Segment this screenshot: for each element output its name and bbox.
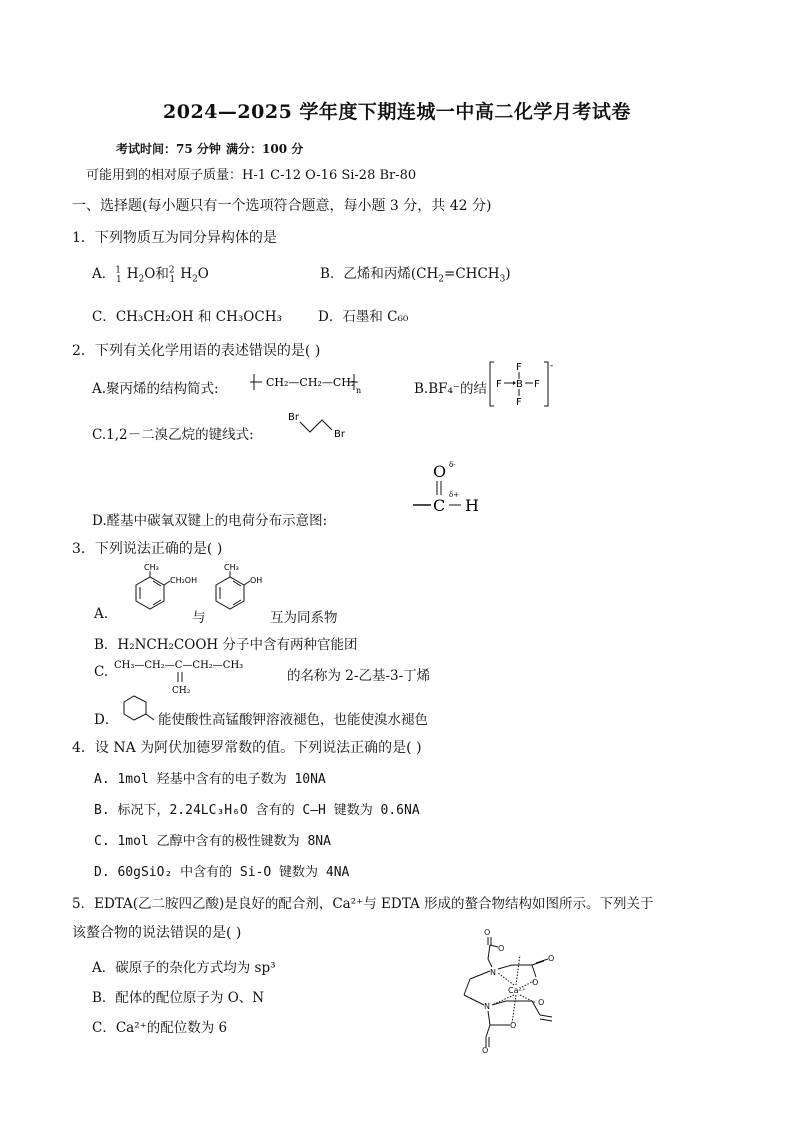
aldehyde-charge-diagram — [405, 455, 495, 521]
svg-text:N: N — [484, 1002, 490, 1011]
full-score: 满分：100 分 — [226, 142, 304, 156]
q1-option-a[interactable]: A．$^1_1$ $H_2O$和$^2_1$ $H_2O$ — [92, 265, 209, 285]
svg-text:CH₂: CH₂ — [172, 686, 191, 696]
cresol-structure — [204, 563, 274, 629]
q2-option-d[interactable]: D.醛基中碳氧双键上的电荷分布示意图: — [92, 513, 328, 529]
q4-option-d[interactable]: D. 60gSiO₂ 中含有的 Si-O 键数为 4NA — [94, 865, 350, 880]
svg-text:O: O — [510, 1021, 517, 1030]
q4-option-b[interactable]: B. 标况下，2.24LC₃H₆O 含有的 C—H 键数为 0.6NA — [94, 803, 420, 818]
atomic-masses: 可能用到的相对原子质量：H-1 C-12 O-16 Si-28 Br-80 — [86, 168, 417, 183]
svg-text:CH₃—CH₂—C—CH₂—CH₃: CH₃—CH₂—C—CH₂—CH₃ — [114, 660, 244, 671]
svg-text:O: O — [548, 954, 555, 963]
svg-text:δ+: δ+ — [449, 491, 460, 499]
svg-text:N: N — [490, 968, 496, 977]
svg-text:Ca²⁺: Ca²⁺ — [508, 986, 526, 995]
svg-text:-: - — [550, 361, 554, 371]
benzyl-alcohol-structure — [112, 563, 202, 629]
polypropylene-structure — [248, 370, 368, 400]
svg-text:Br: Br — [334, 429, 345, 440]
svg-text:δ-: δ- — [449, 461, 456, 469]
svg-text:O: O — [532, 978, 539, 987]
bf4-lewis-structure — [486, 358, 556, 414]
svg-text:CH₂OH: CH₂OH — [170, 576, 198, 585]
q4-option-c[interactable]: C. 1mol 乙醇中含有的极性键数为 8NA — [94, 834, 331, 849]
svg-text:H: H — [465, 496, 479, 515]
section-heading: 一、选择题(每小题只有一个选项符合题意，每小题 3 分，共 42 分) — [72, 198, 492, 214]
svg-text:F: F — [496, 379, 502, 390]
q2-option-b[interactable]: B.BF₄⁻的结 — [414, 381, 488, 397]
question-3-stem: 3．下列说法正确的是( ) — [72, 541, 223, 557]
q4-option-a[interactable]: A. 1mol 羟基中含有的电子数为 10NA — [94, 772, 326, 787]
page-title: 2024—2025 学年度下期连城一中高二化学月考试卷 — [163, 101, 631, 123]
q1-option-d[interactable]: D．石墨和 C₆₀ — [318, 309, 409, 325]
svg-text:C: C — [433, 496, 446, 515]
svg-text:CH₃: CH₃ — [224, 563, 239, 572]
svg-text:n: n — [356, 386, 362, 395]
q1-option-b[interactable]: B．乙烯和丙烯$(CH_2=CHCH_3)$ — [320, 266, 511, 285]
q1-option-c[interactable]: C．CH₃CH₂OH 和 CH₃OCH₃ — [92, 309, 282, 325]
q3-option-a-end: 互为同系物 — [270, 610, 338, 626]
q3-option-b[interactable]: B．H₂NCH₂COOH 分子中含有两种官能团 — [94, 637, 358, 653]
svg-text:O: O — [433, 462, 447, 481]
q3-option-a-with: 与 — [192, 610, 206, 626]
svg-text:O: O — [484, 928, 491, 937]
q3-option-a-label[interactable]: A. — [94, 606, 109, 622]
svg-text:O: O — [482, 1046, 489, 1055]
q3-option-d-end: 能使酸性高锰酸钾溶液褪色，也能使溴水褪色 — [158, 712, 428, 728]
svg-text:F: F — [534, 379, 540, 390]
q3-option-c-end: 的名称为 2-乙基-3-丁烯 — [287, 668, 431, 684]
svg-text:O: O — [498, 944, 505, 953]
q5-option-b[interactable]: B．配体的配位原子为 O、N — [92, 990, 265, 1006]
svg-text:Br: Br — [288, 412, 299, 423]
q2-option-c[interactable]: C.1,2－二溴乙烷的键线式: — [92, 427, 254, 443]
question-1-stem: 1．下列物质互为同分异构体的是 — [72, 230, 277, 246]
question-4-stem: 4．设 NA 为阿伏加德罗常数的值。下列说法正确的是( ) — [72, 740, 422, 756]
question-5-stem-line1: 5．EDTA(乙二胺四乙酸)是良好的配合剂，Ca²⁺与 EDTA 形成的螯合物结构如图所示。下列关于 — [72, 896, 654, 912]
svg-text:OH: OH — [250, 576, 263, 585]
ca-edta-chelate-structure — [456, 925, 576, 1059]
q2-option-a[interactable]: A.聚丙烯的结构简式: — [92, 381, 219, 397]
question-2-stem: 2．下列有关化学用语的表述错误的是( ) — [72, 343, 321, 359]
svg-text:F: F — [516, 362, 522, 373]
q5-option-a[interactable]: A．碳原子的杂化方式均为 sp³ — [92, 960, 276, 976]
q3-option-d-label[interactable]: D． — [94, 712, 119, 728]
svg-text:B: B — [516, 379, 523, 390]
svg-text:F: F — [516, 397, 522, 408]
exam-time: 考试时间：75 分钟 — [116, 142, 221, 156]
dibromoethane-skeletal — [284, 410, 354, 446]
svg-text:O: O — [538, 998, 545, 1007]
polymer-formula: CH₂—CH₂—CH₂ — [266, 376, 356, 389]
svg-text:CH₃: CH₃ — [144, 563, 159, 572]
q5-option-c[interactable]: C．Ca²⁺的配位数为 6 — [92, 1020, 228, 1036]
methylcyclohexane-structure — [116, 690, 160, 730]
question-5-stem-line2: 该螯合物的说法错误的是( ) — [72, 925, 242, 941]
q3-option-c-label[interactable]: C. — [94, 664, 109, 680]
